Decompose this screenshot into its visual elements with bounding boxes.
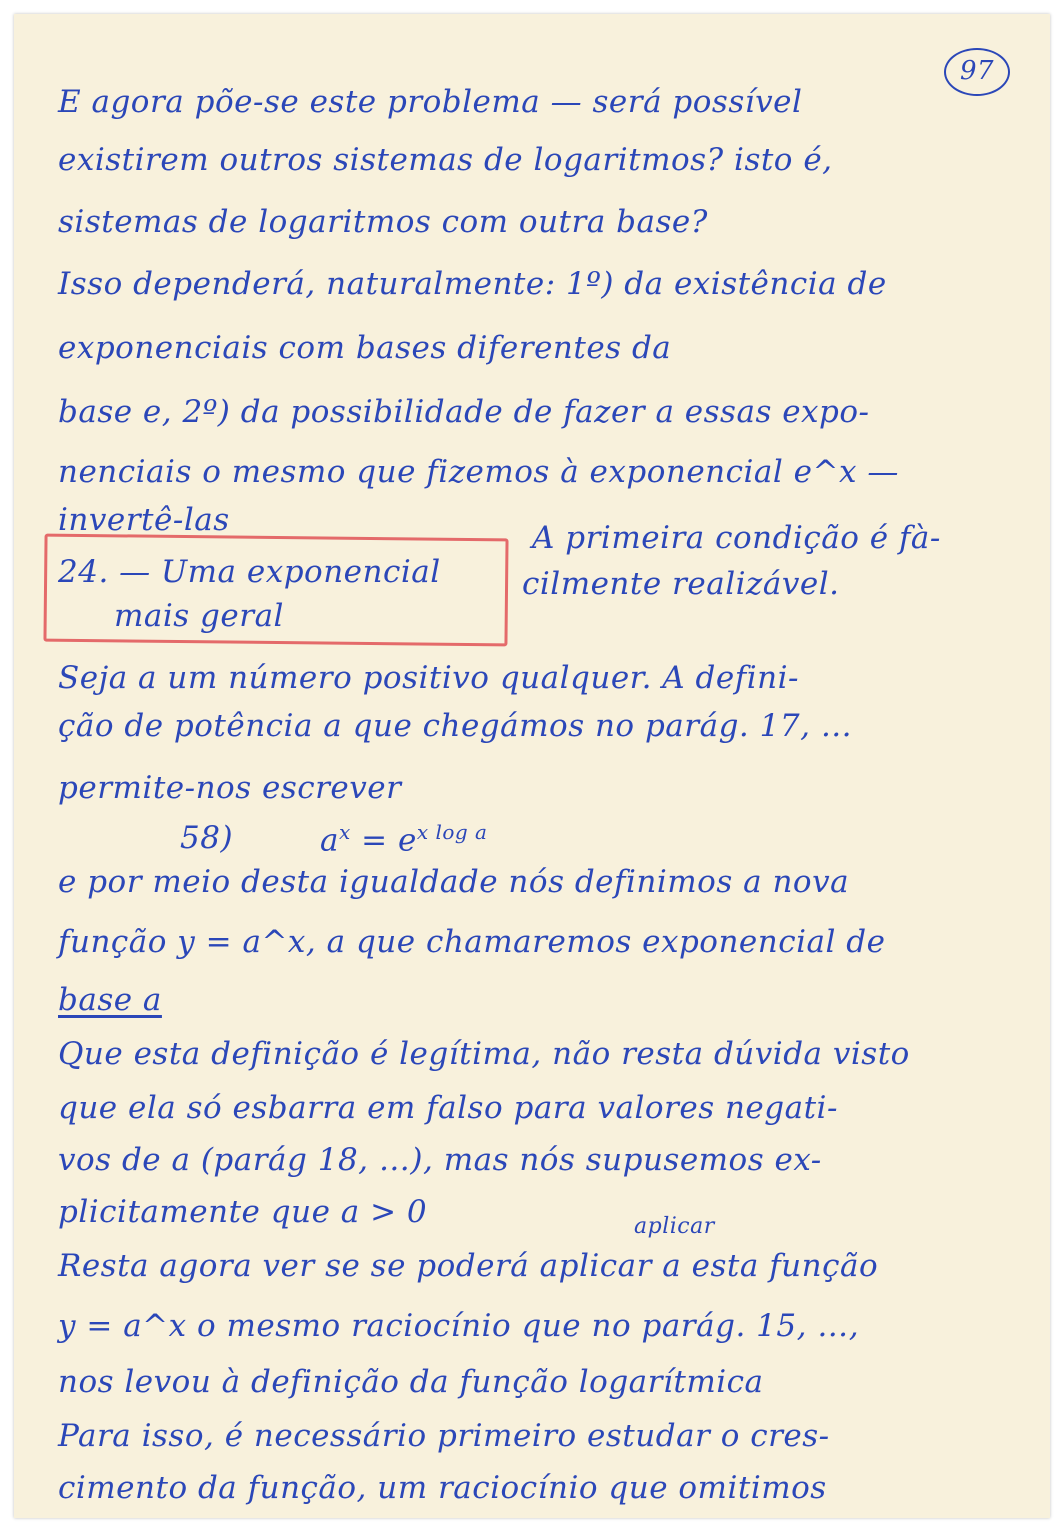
text-line-22: Para isso, é necessário primeiro estudar o cres- [58,1418,830,1454]
text-line-2: existirem outros sistemas de logaritmos? isto é, [58,142,833,178]
formula-label: 58) [180,820,234,856]
formula-rhs-exponent: x log a [416,820,488,844]
page-number: 97 [944,48,1010,96]
text-line-10: ção de potência a que chegámos no parág. 17, … [58,708,853,744]
text-line-7: nenciais o mesmo que fizemos à exponencial e^x — [58,454,899,490]
side-note-line-2: cilmente realizável. [522,566,840,602]
text-line-17: vos de a (parág 18, …), mas nós supusemos ex- [58,1142,822,1178]
text-line-3 [58,204,708,240]
text-line-16: que ela só esbarra em falso para valores negati- [58,1090,838,1126]
text-line-4: Isso dependerá, naturalmente: 1º) da existência de [58,266,887,302]
section-title-line-2: mais geral [114,598,284,634]
formula-58 [320,820,487,858]
text-line-14: base a [58,982,162,1018]
text-line-9: Seja a um número positivo qualquer. A defini- [58,660,799,696]
text-line-20: y = a^x o mesmo raciocínio que no parág. 15, …, [58,1308,860,1344]
text-line-18: plicitamente que a > 0 [58,1194,428,1230]
text-line-15: Que esta definição é legítima, não resta dúvida visto [58,1036,910,1072]
text-line-19: Resta agora ver se se poderá aplicar a esta função [58,1248,879,1284]
text-line-8: invertê-las [58,502,230,538]
section-title-line-1: 24. — Uma exponencial [58,554,441,590]
insertion-above: aplicar [634,1214,715,1239]
manuscript-page [14,14,1050,1518]
text-line-3-text: sistemas de logaritmos com outra base? [58,204,708,240]
text-line-11: permite-nos escrever [58,770,402,806]
text-line-12: e por meio desta igualdade nós definimos a nova [58,864,850,900]
formula-lhs: a [320,822,339,859]
text-line-6: base e, 2º) da possibilidade de fazer a essas expo- [58,394,870,430]
formula-lhs-exponent: x [338,820,351,844]
side-note-line-1: A primeira condição é fà- [532,520,941,556]
formula-rhs: = e [361,822,417,859]
text-line-5: exponenciais com bases diferentes da [58,330,672,366]
text-line-1: E agora põe-se este problema — será possível [58,84,803,120]
text-line-13: função y = a^x, a que chamaremos exponencial de [58,924,886,960]
text-line-21: nos levou à definição da função logarítmica [58,1364,764,1400]
text-line-23: cimento da função, um raciocínio que omitimos [58,1470,827,1506]
